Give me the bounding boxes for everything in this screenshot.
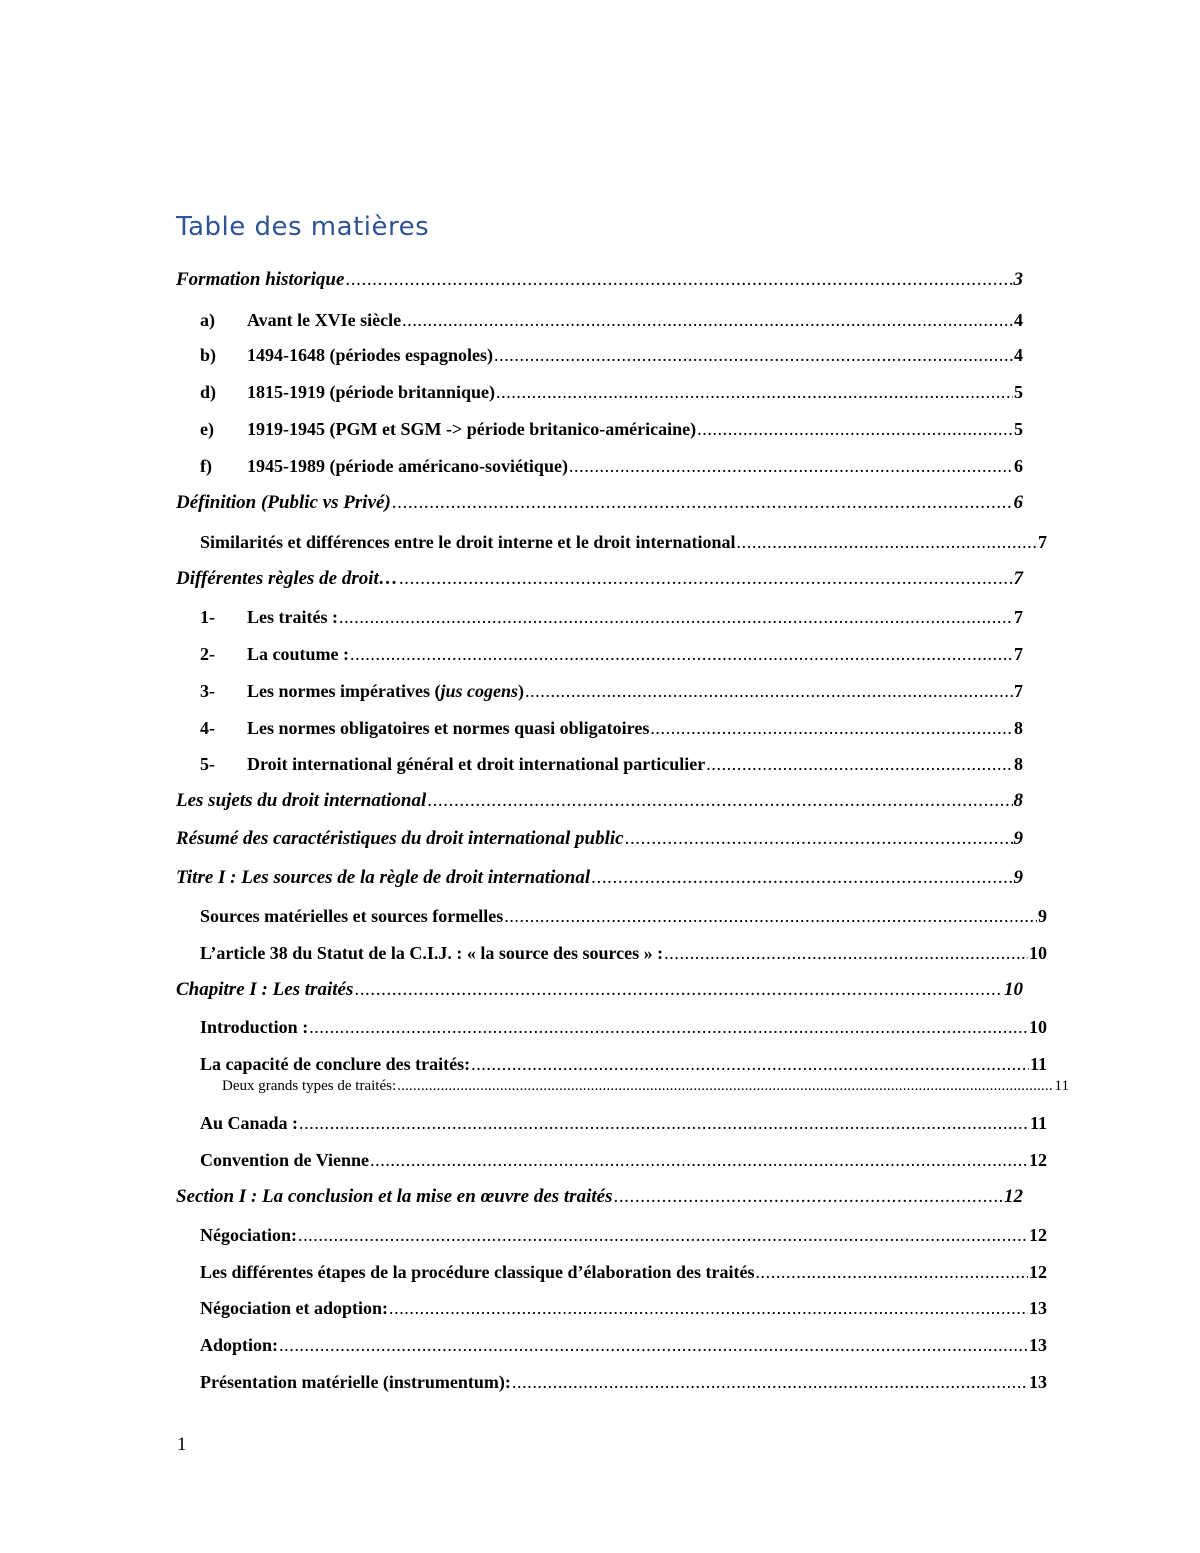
dot-leader — [370, 1149, 1028, 1171]
toc-entry-text: Les normes obligatoires et normes quasi obligatoires — [247, 718, 650, 738]
toc-entry-text: Différentes règles de droit… — [176, 568, 398, 589]
toc-entry-number: 2- — [200, 644, 215, 664]
toc-entry-page: 7 — [1014, 644, 1023, 664]
toc-entry-page: 9 — [1013, 867, 1023, 888]
toc-entry-page: 12 — [1029, 1150, 1047, 1170]
dot-leader — [496, 381, 1013, 403]
dot-leader — [706, 753, 1013, 775]
dot-leader — [339, 606, 1013, 628]
toc-entry-number: 1- — [200, 607, 215, 627]
toc-entry-page: 13 — [1029, 1298, 1047, 1318]
toc-entry[interactable] — [176, 1182, 1023, 1208]
toc-entry[interactable] — [176, 1293, 1047, 1319]
toc-entry[interactable] — [176, 377, 1023, 403]
toc-entry-text: Section I : La conclusion et la mise en œuvre des traités — [176, 1186, 613, 1207]
dot-leader — [494, 344, 1013, 366]
toc-entry[interactable] — [176, 451, 1023, 477]
toc-entry-text: Droit international général et droit international particulier — [247, 754, 706, 774]
toc-entry-page: 7 — [1014, 681, 1023, 701]
toc-entry-page: 7 — [1038, 532, 1047, 552]
toc-entry-number: a) — [200, 310, 215, 330]
toc-entry-text: Définition (Public vs Privé) — [176, 492, 391, 513]
toc-entry-page: 11 — [1029, 1113, 1047, 1133]
dot-leader — [569, 455, 1013, 477]
toc-entry[interactable] — [176, 340, 1023, 366]
toc-entry-text: La coutume : — [247, 644, 349, 664]
toc-entry-page: 7 — [1014, 607, 1023, 627]
toc-entry[interactable] — [176, 1330, 1047, 1356]
toc-entry-page: 10 — [1029, 943, 1047, 963]
toc-entry[interactable] — [176, 1108, 1047, 1134]
dot-leader — [664, 942, 1028, 964]
toc-entry-text: Au Canada : — [200, 1113, 299, 1133]
toc-entry-text: Titre I : Les sources de la règle de droit international — [176, 867, 591, 888]
dot-leader — [650, 717, 1013, 739]
toc-heading: Table des matières — [176, 212, 430, 242]
toc-entry[interactable] — [176, 713, 1023, 739]
toc-entry-text: Les traités : — [247, 607, 338, 627]
toc-entry-text: Les sujets du droit international — [176, 790, 427, 811]
toc-entry-text: Avant le XVIe siècle — [247, 310, 402, 330]
toc-entry-text: Convention de Vienne — [200, 1150, 370, 1170]
toc-entry-page: 12 — [1004, 1186, 1023, 1207]
toc-entry[interactable] — [176, 975, 1023, 1001]
toc-entry-text: Les différentes étapes de la procédure classique d’élaboration des traités — [200, 1262, 755, 1282]
toc-entry[interactable] — [176, 1012, 1047, 1038]
toc-entry-page: 7 — [1013, 568, 1023, 589]
toc-entry-text: Adoption: — [200, 1335, 279, 1355]
toc-entry[interactable] — [176, 1145, 1047, 1171]
toc-entry-text: Introduction : — [200, 1017, 309, 1037]
toc-entry[interactable] — [176, 639, 1023, 665]
dot-leader — [427, 790, 1012, 812]
toc-entry-number: b) — [200, 345, 217, 365]
toc-entry-page: 13 — [1029, 1372, 1047, 1392]
toc-entry[interactable] — [176, 749, 1023, 775]
dot-leader — [402, 309, 1013, 331]
dot-leader — [512, 1371, 1028, 1393]
toc-entry-text: Résumé des caractéristiques du droit international public — [176, 828, 624, 849]
toc-entry[interactable] — [176, 1367, 1047, 1393]
toc-entry-number: 3- — [200, 681, 215, 701]
toc-entry-page: 6 — [1014, 456, 1023, 476]
toc-entry-number: 5- — [200, 754, 215, 774]
toc-entry-text: L’article 38 du Statut de la C.I.J. : « la source des sources » : — [200, 943, 664, 963]
toc-entry-text: Négociation: — [200, 1225, 297, 1245]
toc-entry-number: d) — [200, 382, 217, 402]
toc-entry-text: Présentation matérielle (instrumentum): — [200, 1372, 511, 1392]
dot-leader — [279, 1334, 1028, 1356]
toc-entry-text: 1945-1989 (période américano-soviétique) — [247, 456, 568, 476]
dot-leader — [755, 1261, 1028, 1283]
toc-entry-page: 4 — [1014, 310, 1023, 330]
toc-entry[interactable] — [176, 414, 1023, 440]
toc-entry-page: 9 — [1038, 906, 1047, 926]
toc-entry-page: 13 — [1029, 1335, 1047, 1355]
toc-entry-number: f) — [200, 456, 212, 476]
dot-leader — [399, 568, 1013, 590]
toc-entry[interactable] — [176, 824, 1023, 850]
toc-entry[interactable] — [176, 527, 1047, 553]
toc-entry[interactable] — [176, 863, 1023, 889]
toc-entry[interactable] — [176, 1257, 1047, 1283]
dot-leader — [591, 867, 1012, 889]
toc-entry-page: 11 — [1029, 1054, 1047, 1074]
dot-leader — [471, 1053, 1029, 1075]
dot-leader — [345, 269, 1012, 291]
toc-entry[interactable] — [176, 488, 1023, 514]
dot-leader — [525, 680, 1013, 702]
dot-leader — [504, 905, 1037, 927]
toc-entry-page: 3 — [1013, 269, 1023, 290]
toc-entry-text: La capacité de conclure des traités: — [200, 1054, 471, 1074]
toc-entry-page: 8 — [1014, 754, 1023, 774]
dot-leader — [309, 1016, 1028, 1038]
toc-entry[interactable] — [176, 1049, 1047, 1075]
dot-leader — [350, 643, 1013, 665]
toc-entry-page: 10 — [1029, 1017, 1047, 1037]
toc-entry[interactable] — [176, 938, 1047, 964]
toc-entry-text: 1919-1945 (PGM et SGM -> période britanico-américaine) — [247, 419, 697, 439]
dot-leader — [737, 531, 1037, 553]
toc-entry-text: Chapitre I : Les traités — [176, 979, 354, 1000]
dot-leader — [397, 1077, 1053, 1095]
dot-leader — [389, 1297, 1028, 1319]
toc-entry-text: 1815-1919 (période britannique) — [247, 382, 496, 402]
toc-entry-text-part: ) — [517, 681, 524, 701]
toc-entry-page: 8 — [1014, 718, 1023, 738]
toc-entry-page: 12 — [1029, 1225, 1047, 1245]
toc-entry-text: Formation historique — [176, 269, 345, 290]
toc-entry-text — [247, 680, 524, 702]
toc-entry-page: 11 — [1054, 1078, 1069, 1094]
toc-entry-text: Similarités et différences entre le droit interne et le droit international — [200, 532, 736, 552]
toc-entry-text-italic: jus cogens — [440, 681, 518, 701]
toc-entry-page: 5 — [1014, 382, 1023, 402]
toc-entry-page: 10 — [1004, 979, 1023, 1000]
toc-entry[interactable] — [176, 1220, 1047, 1246]
page-number: 1 — [177, 1434, 187, 1455]
toc-entry-page: 4 — [1014, 345, 1023, 365]
toc-entry[interactable] — [176, 265, 1023, 291]
toc-entry-number: e) — [200, 419, 214, 439]
toc-entry-text: Deux grands types de traités: — [222, 1078, 397, 1094]
toc-entry-page: 12 — [1029, 1262, 1047, 1282]
toc-entry-text: Négociation et adoption: — [200, 1298, 388, 1318]
dot-leader — [613, 1186, 1003, 1208]
dot-leader — [354, 979, 1003, 1001]
toc-entry[interactable] — [176, 305, 1023, 331]
dot-leader — [298, 1224, 1028, 1246]
dot-leader — [392, 492, 1013, 514]
toc-entry[interactable] — [176, 901, 1047, 927]
toc-entry[interactable] — [176, 676, 1023, 702]
toc-entry[interactable] — [176, 786, 1023, 812]
dot-leader — [625, 828, 1013, 850]
toc-entry-text: Sources matérielles et sources formelles — [200, 906, 504, 926]
toc-entry-text-part: Les normes impératives ( — [247, 681, 441, 701]
dot-leader — [697, 418, 1013, 440]
toc-entry-text: 1494-1648 (périodes espagnoles) — [247, 345, 493, 365]
dot-leader — [299, 1112, 1029, 1134]
toc-entry[interactable] — [176, 564, 1023, 590]
toc-entry-page: 5 — [1014, 419, 1023, 439]
toc-entry[interactable] — [176, 1075, 1069, 1095]
toc-entry-page: 8 — [1013, 790, 1023, 811]
toc-entry-page: 6 — [1013, 492, 1023, 513]
toc-entry-number: 4- — [200, 718, 215, 738]
toc-entry-page: 9 — [1013, 828, 1023, 849]
toc-entry[interactable] — [176, 602, 1023, 628]
